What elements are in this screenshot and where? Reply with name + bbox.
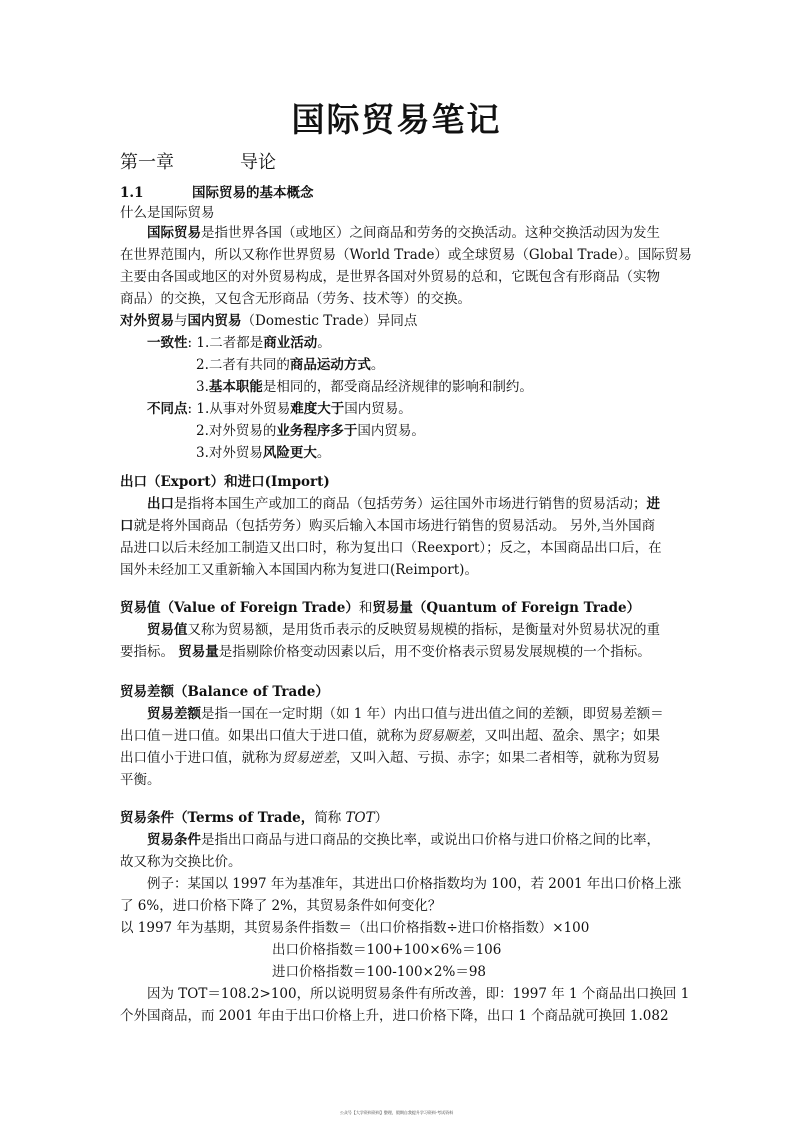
text-run: TOT (345, 810, 375, 826)
diff-label: 不同点 (147, 401, 188, 417)
chapter-heading (120, 151, 276, 175)
term-trade-value: 贸易值 (147, 622, 188, 638)
text-run: 。 (370, 357, 385, 373)
term-balance: 贸易差额 (147, 706, 201, 722)
export-line-2 (120, 515, 655, 537)
text-run: 。 (316, 445, 331, 461)
trade-value-line-2 (120, 641, 651, 663)
term-foreign-trade: 对外贸易 (120, 313, 174, 329)
export-line-3: 品进口以后未经加工制造又出口时，称为复出口（Reexport）；反之，本国商品出口后，在 (120, 540, 662, 556)
tot-example-1: 例子：某国以 1997 年为基准年，其进出口价格指数均为 100，若 2001 年出口价格上涨 (147, 876, 682, 892)
text-run: 又称为贸易额，是用货币表示的反映贸易规模的指标，是衡量对外贸易状况的重 (187, 622, 660, 638)
what-is-line-1 (147, 222, 660, 244)
tot-conclusion-1: 因为 TOT＝108.2>100，所以说明贸易条件有所改善，即：1997 年 1 个商品出口换回 1 (147, 986, 690, 1002)
text-run: 贸易量 (372, 600, 413, 616)
section-number: 1.1 (120, 185, 144, 201)
what-is-line-3: 主要由各国或地区的对外贸易构成，是世界各国对外贸易的总和，它既包含有形商品（实物 (120, 269, 660, 285)
same-item-3 (196, 376, 533, 398)
text-run: 是指剔除价格变动因素以后，用不变价格表示贸易发展规模的一个指标。 (218, 644, 651, 660)
text-run: 风险更大 (262, 445, 317, 461)
term-deficit: 贸易逆差 (282, 750, 336, 766)
balance-line-3 (120, 747, 660, 769)
text-run: 1.从事对外贸易 (196, 401, 291, 417)
tot-line-2: 故又称为交换比价。 (120, 854, 242, 870)
export-line-1 (147, 493, 660, 515)
same-label: 一致性 (147, 335, 188, 351)
diff-item-3 (196, 442, 330, 464)
term-import-part: 进 (646, 496, 660, 512)
tot-formula-2: 出口价格指数＝100+100×6%＝106 (272, 942, 502, 958)
text-run: 1.二者都是 (196, 335, 264, 351)
text-run: （Domestic Trade）异同点 (241, 313, 418, 329)
chapter-number: 第一章 (120, 152, 174, 173)
text-run: 出口值－进口值。如果出口值大于进口值，就称为 (120, 728, 417, 744)
tot-heading (120, 807, 388, 829)
text-run: 基本职能 (208, 379, 263, 395)
term-domestic-trade: 国内贸易 (187, 313, 242, 329)
text-run: 就是将外国商品（包括劳务）购买后输入本国市场进行销售的贸易活动。 另外,当外国商 (133, 518, 656, 534)
term-import-part: 口 (120, 518, 134, 534)
text-run: 贸易条件 (120, 810, 174, 826)
term-international-trade: 国际贸易 (147, 225, 201, 241)
text-run: 2.对外贸易的 (196, 423, 277, 439)
diff-item-2 (196, 420, 425, 442)
text-run: 业务程序多于 (276, 423, 358, 439)
term-trade-quantum: 贸易量 (178, 644, 219, 660)
text-run: 出口值小于进口值，就称为 (120, 750, 282, 766)
text-run: 是指世界各国（或地区）之间商品和劳务的交换活动。这种交换活动因为发生 (201, 225, 660, 241)
text-run: 和 (358, 600, 373, 616)
text-run: 难度大于 (290, 401, 345, 417)
text-run: （Terms of Trade， (174, 810, 315, 826)
text-run: （Value of Foreign Trade） (160, 600, 359, 616)
balance-heading: 贸易差额（Balance of Trade） (120, 684, 329, 700)
text-run: 要指标。 (120, 644, 179, 660)
trade-value-heading (120, 597, 640, 619)
text-run: 3.对外贸易 (196, 445, 263, 461)
text-run: ） (374, 810, 389, 826)
text-run: 贸易值 (120, 600, 161, 616)
text-run: : (187, 335, 193, 351)
what-is-heading: 什么是国际贸易 (120, 205, 215, 221)
tot-example-2: 了 6%，进口价格下降了 2%，其贸易条件如何变化？ (120, 898, 442, 914)
text-run: （Quantum of Foreign Trade） (412, 600, 641, 616)
term-terms-of-trade: 贸易条件 (147, 832, 201, 848)
text-run: 是相同的，都受商品经济规律的影响和制约。 (262, 379, 533, 395)
chapter-title: 导论 (240, 152, 276, 173)
balance-line-4: 平衡。 (120, 772, 161, 788)
text-run: 是指将本国生产或加工的商品（包括劳务）运往国外市场进行销售的贸易活动； (174, 496, 647, 512)
what-is-line-2: 在世界范围内，所以又称作世界贸易（World Trade）或全球贸易（Global Trade）。国际贸易 (120, 247, 692, 263)
diff-item-1 (147, 398, 412, 420)
term-surplus: 贸易顺差 (417, 728, 471, 744)
document-title: 国际贸易笔记 (291, 100, 502, 139)
text-run: 国内贸易。 (344, 401, 412, 417)
trade-value-line-1 (147, 619, 660, 641)
tot-formula-3: 进口价格指数＝100-100×2%＝98 (272, 964, 487, 980)
text-run: 商业活动 (263, 335, 318, 351)
text-run: 2.二者有共同的 (196, 357, 290, 373)
text-run: : (187, 401, 193, 417)
text-run: 是指出口商品与进口商品的交换比率，或说出口价格与进口价格之间的比率， (201, 832, 660, 848)
balance-line-2 (120, 725, 660, 747)
section-heading (120, 182, 314, 204)
text-run: ，又叫出超、盈余、黑字；如果 (471, 728, 660, 744)
text-run: 商品运动方式 (289, 357, 371, 373)
text-run: 。 (317, 335, 331, 351)
same-item-1 (147, 332, 331, 354)
page-footer: 公众号【大学资料资料】整理，假期自我提升学习资料·考试资料 (339, 1110, 454, 1115)
same-item-2 (196, 354, 384, 376)
tot-line-1 (147, 829, 660, 851)
what-is-line-4: 商品）的交换，又包含无形商品（劳务、技术等）的交换。 (120, 291, 471, 307)
text-run: 国内贸易。 (357, 423, 425, 439)
text-run: 是指一国在一定时期（如 1 年）内出口值与进出值之间的差额，即贸易差额＝ (201, 706, 664, 722)
text-run: 与 (174, 313, 188, 329)
text-run: 简称 (314, 810, 346, 826)
text-run: 3. (196, 379, 209, 395)
term-export: 出口 (147, 496, 174, 512)
tot-formula-1: 以 1997 年为基期，其贸易条件指数＝（出口价格指数÷进口价格指数）×100 (120, 920, 590, 936)
text-run: ，又叫入超、亏损、赤字；如果二者相等，就称为贸易 (336, 750, 660, 766)
export-import-heading: 出口（Export）和进口(Import) (120, 474, 330, 490)
export-line-4: 国外未经加工又重新输入本国国内称为复进口(Reimport)。 (120, 562, 478, 578)
section-title: 国际贸易的基本概念 (192, 185, 314, 201)
tot-conclusion-2: 个外国商品，而 2001 年由于出口价格上升，进口价格下降，出口 1 个商品就可换回 1.082 (120, 1008, 669, 1024)
balance-line-1 (147, 703, 664, 725)
compare-heading (120, 310, 417, 332)
